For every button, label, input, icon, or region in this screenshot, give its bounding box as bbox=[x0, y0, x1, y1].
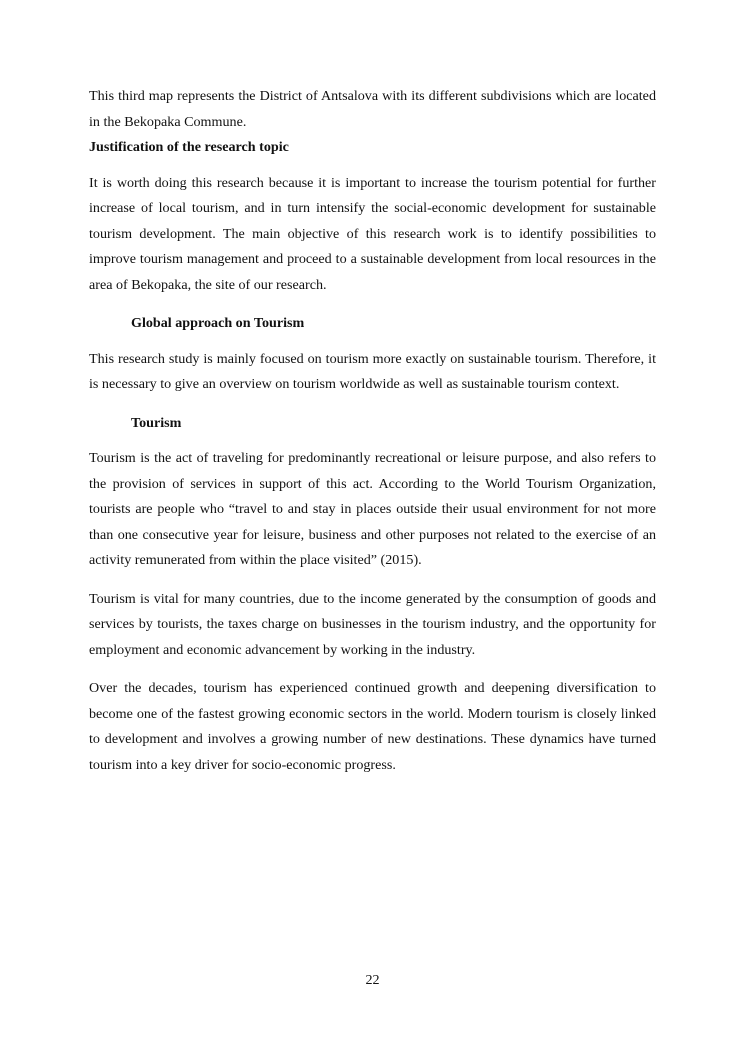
tourism-paragraph-3: Over the decades, tourism has experienced continued growth and deepening diversification to become one of the fastest growing economic sectors in the world. Modern tourism is closely linked to development and involves a growing number of new destinations. These dynamics have turned tourism into a key driver for socio-economic progress. bbox=[89, 680, 656, 773]
tourism-paragraph-1: Tourism is the act of traveling for predominantly recreational or leisure purpose, and also refers to the provision of services in support of this act. According to the World Tourism Organization, tourists are people who “travel to and stay in places outside their usual environment for not more than one consecutive year for leisure, business and other purposes not related to the exercise of an activity remunerated from within the place visited” (2015). bbox=[89, 450, 656, 568]
tourism-paragraph-2: Tourism is vital for many countries, due to the income generated by the consumption of goods and services by tourists, the taxes charge on businesses in the tourism industry, and the opportunity for employment and economic advancement by working in the industry. bbox=[89, 590, 656, 658]
justification-paragraph: It is worth doing this research because it is important to increase the tourism potential for further increase of local tourism, and in turn intensify the social-economic development for sustainable tourism development. The main objective of this research work is to identify possibilities to improve tourism management and proceed to a sustainable development from local resources in the area of Bekopaka, the site of our research. bbox=[89, 174, 656, 293]
global-approach-heading: Global approach on Tourism bbox=[131, 315, 305, 331]
global-approach-paragraph: This research study is mainly focused on tourism more exactly on sustainable tourism. Therefore, it is necessary to give an overview on tourism worldwide as well as sustainable tourism context. bbox=[89, 350, 656, 392]
intro-paragraph: This third map represents the District of Antsalova with its different subdivisions which are located in the Bekopaka Commune. bbox=[89, 88, 656, 130]
tourism-heading: Tourism bbox=[131, 414, 182, 431]
document-page bbox=[89, 84, 656, 778]
justification-heading: Justification of the research topic bbox=[89, 139, 289, 155]
page-number: 22 bbox=[365, 972, 380, 988]
